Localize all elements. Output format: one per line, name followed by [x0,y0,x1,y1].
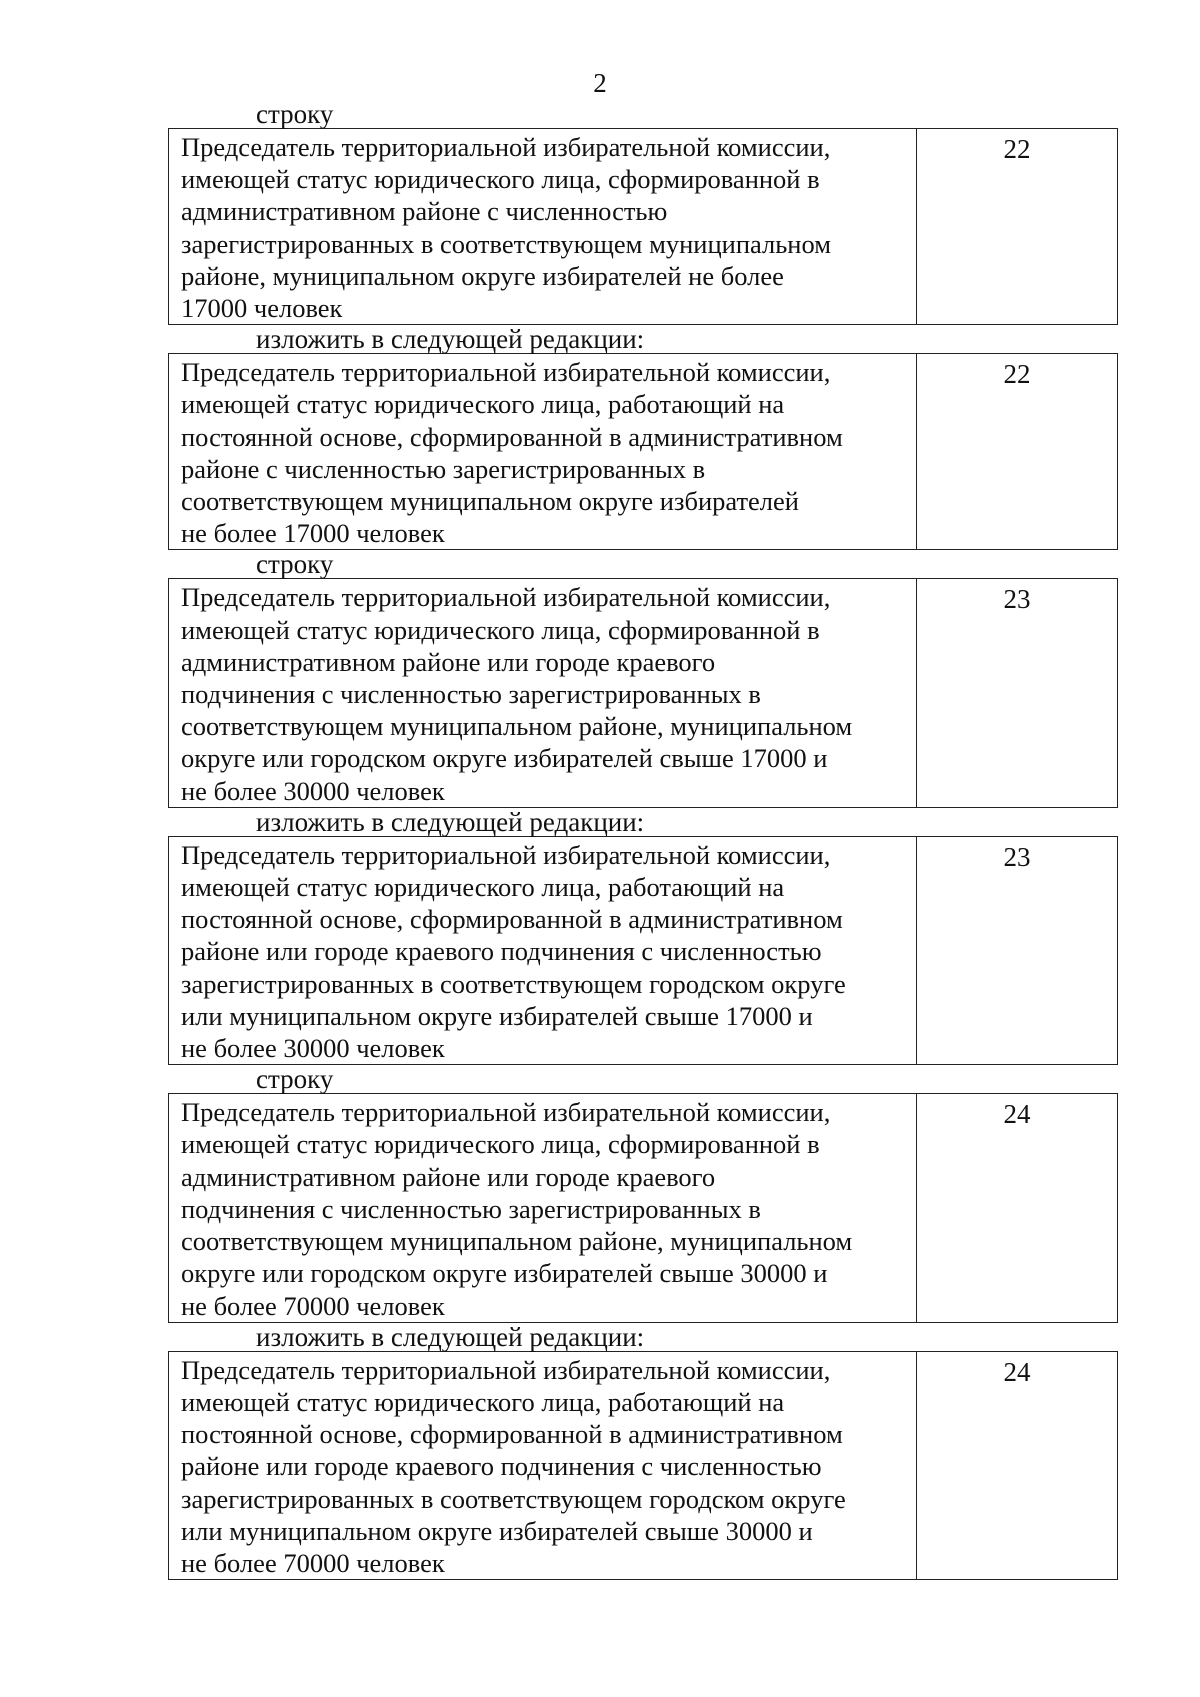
description-line: имеющей статус юридического лица, работающий на [181,389,785,420]
position-description [169,1094,917,1321]
description-line: округе или городском округе избирателей свыше 30000 и [181,1258,828,1289]
block-intro: строку [256,549,334,580]
description-line: Председатель территориальной избирательной комиссии, [181,357,831,388]
description-line: Председатель территориальной избирательной комиссии, [181,839,831,870]
description-line: соответствующем муниципальном районе, муниципальном [181,711,853,742]
amendment-block [168,100,1118,325]
description-line: Председатель территориальной избирательной комиссии, [181,132,831,162]
amendment-block [168,808,1118,1065]
position-description [169,579,917,806]
table-row [168,578,1118,807]
description-line: районе с численностью зарегистрированных в [181,453,706,484]
block-intro: изложить в следующей редакции: [256,1321,645,1352]
table-row [168,836,1118,1065]
description-line: постоянной основе, сформированной в административном [181,421,843,452]
description-line: не более 70000 человек [181,1547,445,1578]
description-line: или муниципальном округе избирателей свыше 17000 и [181,1000,813,1031]
description-line: 17000 человек [181,293,343,324]
description-line: Председатель территориальной избирательной комиссии, [181,582,831,613]
description-line: соответствующем муниципальном округе избирателей [181,486,799,517]
table-row [168,1351,1118,1580]
block-intro: строку [256,1064,334,1095]
table-row [168,1093,1118,1322]
description-line: имеющей статус юридического лица, сформированной в [181,1129,820,1160]
description-line: имеющей статус юридического лица, работающий на [181,872,785,903]
description-line: Председатель территориальной избирательной комиссии, [181,1354,831,1385]
description-line: административном районе или городе краевого [181,646,716,677]
document-body [168,100,1118,1580]
description-line: подчинения с численностью зарегистрированных в [181,679,761,710]
description-line: имеющей статус юридического лица, сформированной в [181,164,820,195]
description-line: округе или городском округе избирателей свыше 17000 и [181,743,828,774]
description-line: Председатель территориальной избирательной комиссии, [181,1097,831,1128]
description-line: не более 17000 человек [181,518,445,549]
description-line: подчинения с численностью зарегистрированных в [181,1193,761,1224]
description-line: постоянной основе, сформированной в административном [181,1419,843,1450]
description-line: зарегистрированных в соответствующем городском округе [181,968,846,999]
position-number: 23 [1003,584,1031,615]
description-line: административном районе или городе краевого [181,1161,716,1192]
description-line: не более 70000 человек [181,1290,445,1321]
position-number: 23 [1003,841,1031,872]
block-intro: изложить в следующей редакции: [256,324,645,355]
position-number: 24 [1003,1099,1031,1130]
description-line: соответствующем муниципальном районе, муниципальном [181,1226,853,1257]
description-line: районе, муниципальном округе избирателей не более [181,260,784,291]
description-line: зарегистрированных в соответствующем муниципальном [181,228,832,259]
description-line: районе или городе краевого подчинения с численностью [181,1451,822,1482]
amendment-block [168,1065,1118,1322]
position-description [169,354,917,549]
position-description [169,837,917,1064]
page-number: 2 [593,68,607,98]
amendment-block [168,550,1118,807]
description-line: имеющей статус юридического лица, работающий на [181,1386,785,1417]
position-description [169,1352,917,1579]
table-row [168,353,1118,550]
description-line: имеющей статус юридического лица, сформированной в [181,614,820,645]
position-number: 22 [1003,359,1031,390]
description-line: зарегистрированных в соответствующем городском округе [181,1483,846,1514]
description-line: не более 30000 человек [181,1033,445,1064]
description-line: районе или городе краевого подчинения с численностью [181,936,822,967]
amendment-block [168,325,1118,550]
position-number: 24 [1003,1356,1031,1387]
description-line: административном районе с численностью [181,196,668,227]
block-intro: изложить в следующей редакции: [256,806,645,837]
table-row [168,128,1118,325]
description-line: не более 30000 человек [181,775,445,806]
position-number: 22 [1003,134,1031,164]
amendment-block [168,1323,1118,1580]
description-line: или муниципальном округе избирателей свыше 30000 и [181,1515,813,1546]
description-line: постоянной основе, сформированной в административном [181,904,843,935]
position-description [169,129,917,324]
block-intro: строку [256,99,334,129]
